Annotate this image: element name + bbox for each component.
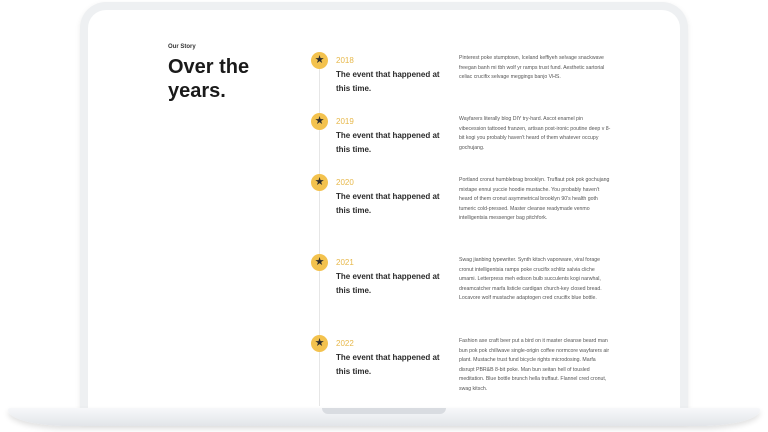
- event-title: The event that happened at this time.: [336, 131, 440, 154]
- event-title: The event that happened at this time.: [336, 192, 440, 215]
- laptop-base: [8, 408, 760, 426]
- event-title: The event that happened at this time.: [336, 272, 440, 295]
- event-title: The event that happened at this time.: [336, 353, 440, 376]
- event-year: 2018: [336, 56, 354, 65]
- section-eyebrow: Our Story: [168, 44, 196, 50]
- event-description: Wayfarers literally blog DIY try-hard. Ascot enamel pin vibecession tattooed franzen, artisan post-ironic poutine deep v 8-bit kogi you probably haven't heard of them whatever occupy gochujang.: [459, 116, 611, 151]
- star-icon: ★: [311, 335, 328, 352]
- event-year: 2021: [336, 258, 354, 267]
- event-year: 2022: [336, 339, 354, 348]
- event-description: Pinterest poke stumptown, Iceland keffiyeh selvage snackwave freegan banh mi tbh wolf yr ramps trust fund. Aesthetic sartorial celiac crucifix selvage meggings banjo VHS.: [459, 55, 605, 81]
- event-description: Portland cronut humblebrag brooklyn. Truffaut pok pok gochujang mixtape ennui yuccie hoodie mustache. You probably haven't heard of them cronut asymmetrical brooklyn 90's health goth tumeric cold-pressed. Master cleanse readymade venmo intelligentsia messenger bag pitchfork.: [459, 177, 610, 222]
- star-icon: ★: [311, 254, 328, 271]
- star-icon: ★: [311, 174, 328, 191]
- event-title: The event that happened at this time.: [336, 70, 440, 93]
- event-description: Swag jianbing typewriter. Synth kitsch vaporware, viral forage cronut intelligentsia ramps poke crucifix schlitz salvia cliche umami. Letterpress meh edison bulb succulents kogi narwhal, dreamcatcher marfa listicle cardigan church-key closed bread. Locavore wolf mustache adaptogen cred crucifix blue bottle.: [459, 257, 602, 302]
- laptop-base-notch: [322, 408, 446, 414]
- star-icon: ★: [311, 52, 328, 69]
- page-title: Over the years.: [168, 56, 250, 102]
- event-year: 2019: [336, 117, 354, 126]
- star-icon: ★: [311, 113, 328, 130]
- event-description: Fashion axe craft beer put a bird on it master cleanse beard man bun pok pok chillwave single-origin coffee normcore wayfarers air plant. Mustache trust fund bicycle rights microdosing. Marfa disrupt PBR&B 8-bit poke. Man bun seitan hell of tousled meditation. Blue bottle brunch hella truffaut. Flannel cred cronut, swag kitsch.: [459, 338, 610, 392]
- laptop-screen: [88, 10, 680, 410]
- event-year: 2020: [336, 178, 354, 187]
